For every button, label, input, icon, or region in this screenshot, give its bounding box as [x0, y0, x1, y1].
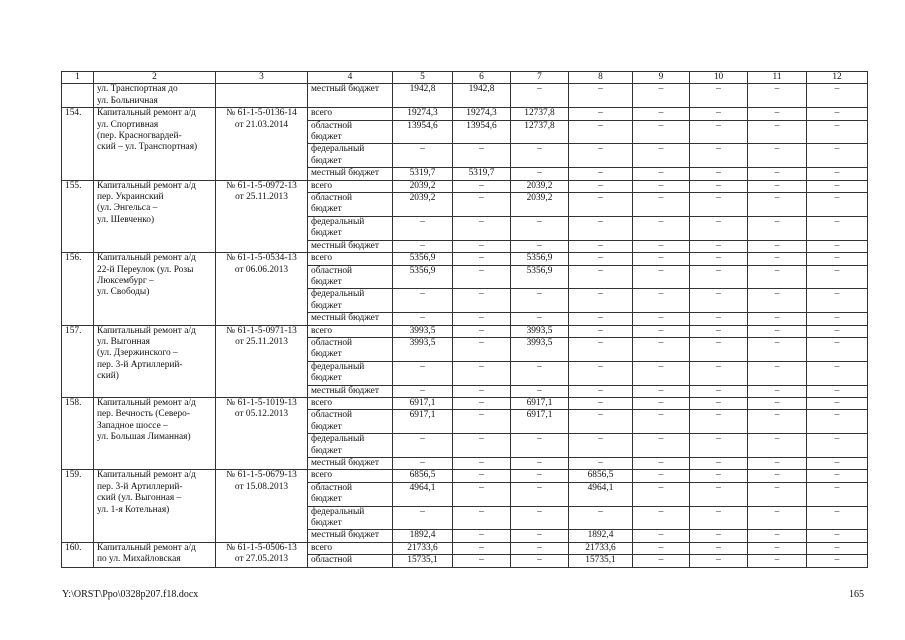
amount-cell: 5319,7 [453, 168, 511, 180]
funding-source: федеральный бюджет [308, 289, 393, 313]
object-description: Капитальный ремонт а/д по ул. Михайловская [94, 542, 216, 567]
column-number-7: 7 [511, 72, 569, 84]
amount-cell: – [633, 216, 690, 240]
amount-cell: – [569, 385, 633, 397]
amount-cell: – [511, 470, 569, 482]
object-description: Капитальный ремонт а/д ул. Спортивная (пер. Красногвардей- ский – ул. Транспортная) [94, 108, 216, 180]
funding-source: местный бюджет [308, 458, 393, 470]
funding-source: областной бюджет [308, 410, 393, 434]
amount-cell: 1942,8 [393, 84, 453, 108]
amount-cell: 1892,4 [569, 530, 633, 542]
amount-cell: – [569, 240, 633, 252]
funding-source: федеральный бюджет [308, 361, 393, 385]
funding-source: местный бюджет [308, 168, 393, 180]
table-row [62, 325, 868, 337]
document-reference: № 61-1-5-0534-13 от 06.06.2013 [216, 253, 308, 325]
record-number: 157. [62, 325, 94, 397]
amount-cell: 21733,6 [569, 542, 633, 554]
amount-cell: – [690, 470, 748, 482]
amount-cell: – [569, 216, 633, 240]
amount-cell: – [633, 313, 690, 325]
amount-cell: – [633, 240, 690, 252]
amount-cell: 13954,6 [453, 120, 511, 144]
amount-cell: – [690, 555, 748, 567]
amount-cell: 4964,1 [569, 482, 633, 506]
amount-cell: – [511, 84, 569, 108]
amount-cell: 21733,6 [393, 542, 453, 554]
amount-cell: – [633, 506, 690, 530]
amount-cell: – [393, 216, 453, 240]
record-number: 158. [62, 397, 94, 469]
amount-cell: – [453, 337, 511, 361]
amount-cell: 19274,3 [393, 108, 453, 120]
amount-cell: – [633, 265, 690, 289]
amount-cell: – [511, 289, 569, 313]
amount-cell: – [690, 289, 748, 313]
amount-cell: – [690, 265, 748, 289]
amount-cell: – [569, 108, 633, 120]
document-reference [216, 84, 308, 108]
record-number: 160. [62, 542, 94, 567]
amount-cell: – [633, 120, 690, 144]
amount-cell: – [453, 361, 511, 385]
amount-cell: – [511, 530, 569, 542]
amount-cell: – [807, 470, 868, 482]
amount-cell: – [690, 193, 748, 217]
amount-cell: – [453, 289, 511, 313]
amount-cell: – [748, 506, 807, 530]
amount-cell: – [690, 180, 748, 192]
amount-cell: – [633, 180, 690, 192]
amount-cell: – [807, 482, 868, 506]
amount-cell: – [690, 168, 748, 180]
amount-cell: – [393, 289, 453, 313]
amount-cell: – [393, 361, 453, 385]
amount-cell: 6917,1 [511, 410, 569, 434]
object-description: Капитальный ремонт а/д пер. Вечность (Северо- Западное шоссе – ул. Большая Лиманная) [94, 397, 216, 469]
column-number-3: 3 [216, 72, 308, 84]
amount-cell: 2039,2 [511, 180, 569, 192]
page-number: 165 [849, 589, 864, 600]
document-reference: № 61-1-5-0136-14 от 21.03.2014 [216, 108, 308, 180]
funding-source: всего [308, 325, 393, 337]
amount-cell: 5356,9 [511, 253, 569, 265]
column-number-8: 8 [569, 72, 633, 84]
amount-cell: – [569, 434, 633, 458]
amount-cell: – [569, 253, 633, 265]
funding-source: федеральный бюджет [308, 434, 393, 458]
amount-cell: – [748, 337, 807, 361]
amount-cell: – [393, 313, 453, 325]
amount-cell: – [748, 84, 807, 108]
amount-cell: – [393, 385, 453, 397]
document-reference: № 61-1-5-0506-13 от 27.05.2013 [216, 542, 308, 567]
amount-cell: 1892,4 [393, 530, 453, 542]
amount-cell: – [807, 530, 868, 542]
document-reference: № 61-1-5-0972-13 от 25.11.2013 [216, 180, 308, 252]
object-description: ул. Транспортная до ул. Больничная [94, 84, 216, 108]
amount-cell: – [807, 253, 868, 265]
amount-cell: 6856,5 [393, 470, 453, 482]
amount-cell: – [748, 542, 807, 554]
table-row [62, 470, 868, 482]
amount-cell: – [569, 325, 633, 337]
amount-cell: – [633, 144, 690, 168]
amount-cell: 5356,9 [511, 265, 569, 289]
funding-source: местный бюджет [308, 84, 393, 108]
amount-cell: 5356,9 [393, 253, 453, 265]
amount-cell: – [807, 555, 868, 567]
column-number-row [62, 72, 868, 84]
amount-cell: – [690, 434, 748, 458]
funding-source: всего [308, 470, 393, 482]
amount-cell: – [633, 84, 690, 108]
amount-cell: – [807, 325, 868, 337]
amount-cell: – [633, 458, 690, 470]
record-number: 155. [62, 180, 94, 252]
amount-cell: – [748, 265, 807, 289]
amount-cell: – [511, 506, 569, 530]
amount-cell: – [633, 555, 690, 567]
amount-cell: – [511, 168, 569, 180]
amount-cell: – [393, 506, 453, 530]
amount-cell: – [633, 385, 690, 397]
amount-cell: – [633, 470, 690, 482]
amount-cell: – [453, 240, 511, 252]
funding-source: всего [308, 542, 393, 554]
funding-source: федеральный бюджет [308, 216, 393, 240]
amount-cell: – [748, 144, 807, 168]
object-description: Капитальный ремонт а/д пер. Украинский (ул. Энгельса – ул. Шевченко) [94, 180, 216, 252]
amount-cell: – [748, 120, 807, 144]
amount-cell: – [633, 337, 690, 361]
amount-cell: – [807, 289, 868, 313]
amount-cell: – [453, 555, 511, 567]
document-reference: № 61-1-5-1019-13 от 05.12.2013 [216, 397, 308, 469]
amount-cell: – [690, 458, 748, 470]
document-reference: № 61-1-5-0971-13 от 25.11.2013 [216, 325, 308, 397]
amount-cell: – [690, 120, 748, 144]
funding-source: федеральный бюджет [308, 506, 393, 530]
amount-cell: – [453, 216, 511, 240]
amount-cell: – [690, 542, 748, 554]
amount-cell: – [453, 397, 511, 409]
amount-cell: – [569, 506, 633, 530]
amount-cell: – [690, 253, 748, 265]
amount-cell: 2039,2 [393, 193, 453, 217]
amount-cell: – [807, 180, 868, 192]
amount-cell: 6917,1 [511, 397, 569, 409]
amount-cell: – [748, 168, 807, 180]
record-number: 156. [62, 253, 94, 325]
amount-cell: – [633, 482, 690, 506]
column-number-6: 6 [453, 72, 511, 84]
amount-cell: 12737,8 [511, 108, 569, 120]
amount-cell: – [569, 289, 633, 313]
amount-cell: – [807, 385, 868, 397]
funding-source: областной бюджет [308, 193, 393, 217]
column-number-1: 1 [62, 72, 94, 84]
amount-cell: – [807, 410, 868, 434]
amount-cell: – [690, 530, 748, 542]
amount-cell: 4964,1 [393, 482, 453, 506]
funding-source: всего [308, 253, 393, 265]
amount-cell: – [453, 506, 511, 530]
column-number-2: 2 [94, 72, 216, 84]
amount-cell: – [393, 144, 453, 168]
amount-cell: – [569, 168, 633, 180]
amount-cell: – [690, 84, 748, 108]
amount-cell: – [569, 410, 633, 434]
amount-cell: – [748, 216, 807, 240]
amount-cell: – [748, 458, 807, 470]
column-number-10: 10 [690, 72, 748, 84]
amount-cell: – [453, 325, 511, 337]
amount-cell: – [748, 397, 807, 409]
amount-cell: – [807, 84, 868, 108]
amount-cell: 2039,2 [393, 180, 453, 192]
document-reference: № 61-1-5-0679-13 от 15.08.2013 [216, 470, 308, 542]
amount-cell: – [453, 470, 511, 482]
column-number-11: 11 [748, 72, 807, 84]
amount-cell: – [453, 265, 511, 289]
table-row [62, 253, 868, 265]
column-number-12: 12 [807, 72, 868, 84]
amount-cell: – [453, 434, 511, 458]
amount-cell: – [511, 361, 569, 385]
amount-cell: – [453, 193, 511, 217]
amount-cell: – [633, 168, 690, 180]
amount-cell: – [807, 458, 868, 470]
amount-cell: – [633, 397, 690, 409]
amount-cell: 3993,5 [393, 325, 453, 337]
funding-source: всего [308, 180, 393, 192]
amount-cell: – [748, 434, 807, 458]
object-description: Капитальный ремонт а/д 22-й Переулок (ул. Розы Люксембург – ул. Свободы) [94, 253, 216, 325]
amount-cell: – [807, 434, 868, 458]
amount-cell: – [569, 84, 633, 108]
amount-cell: 2039,2 [511, 193, 569, 217]
table-row [62, 180, 868, 192]
funding-source: местный бюджет [308, 385, 393, 397]
amount-cell: 15735,1 [569, 555, 633, 567]
amount-cell: – [569, 120, 633, 144]
amount-cell: – [569, 180, 633, 192]
amount-cell: – [393, 458, 453, 470]
funding-source: областной бюджет [308, 265, 393, 289]
amount-cell: – [393, 434, 453, 458]
amount-cell: – [690, 325, 748, 337]
funding-source: всего [308, 397, 393, 409]
funding-source: местный бюджет [308, 240, 393, 252]
funding-source: федеральный бюджет [308, 144, 393, 168]
amount-cell: – [511, 542, 569, 554]
amount-cell: – [569, 397, 633, 409]
amount-cell: 5319,7 [393, 168, 453, 180]
amount-cell: – [807, 240, 868, 252]
amount-cell: – [453, 144, 511, 168]
funding-source: всего [308, 108, 393, 120]
amount-cell: – [511, 458, 569, 470]
amount-cell: 13954,6 [393, 120, 453, 144]
table-row [62, 542, 868, 554]
amount-cell: – [807, 193, 868, 217]
amount-cell: – [511, 240, 569, 252]
amount-cell: – [807, 542, 868, 554]
amount-cell: – [690, 144, 748, 168]
amount-cell: – [511, 144, 569, 168]
object-description: Капитальный ремонт а/д ул. Выгонная (ул. Дзержинского – пер. 3-й Артиллерий- ский) [94, 325, 216, 397]
amount-cell: – [748, 555, 807, 567]
amount-cell: – [748, 361, 807, 385]
amount-cell: – [633, 410, 690, 434]
amount-cell: – [453, 385, 511, 397]
amount-cell: – [748, 410, 807, 434]
funding-source: местный бюджет [308, 313, 393, 325]
amount-cell: – [453, 530, 511, 542]
amount-cell: 15735,1 [393, 555, 453, 567]
amount-cell: 3993,5 [393, 337, 453, 361]
funding-source: областной бюджет [308, 337, 393, 361]
amount-cell: 5356,9 [393, 265, 453, 289]
amount-cell: – [511, 482, 569, 506]
funding-source: областной [308, 555, 393, 567]
amount-cell: – [690, 108, 748, 120]
amount-cell: – [748, 240, 807, 252]
amount-cell: – [748, 253, 807, 265]
amount-cell: – [569, 361, 633, 385]
amount-cell: – [748, 193, 807, 217]
amount-cell: – [807, 265, 868, 289]
amount-cell: – [453, 410, 511, 434]
amount-cell: – [807, 397, 868, 409]
amount-cell: – [569, 458, 633, 470]
amount-cell: 6917,1 [393, 397, 453, 409]
amount-cell: – [633, 434, 690, 458]
amount-cell: 6917,1 [393, 410, 453, 434]
table-row [62, 397, 868, 409]
column-number-9: 9 [633, 72, 690, 84]
amount-cell: – [748, 325, 807, 337]
amount-cell: – [748, 180, 807, 192]
amount-cell: – [690, 313, 748, 325]
budget-table [61, 71, 868, 568]
file-path: Y:\ORST\Ppo\0328p207.f18.docx [62, 589, 199, 600]
amount-cell: – [690, 216, 748, 240]
amount-cell: – [633, 542, 690, 554]
amount-cell: – [748, 289, 807, 313]
amount-cell: – [690, 397, 748, 409]
amount-cell: – [748, 385, 807, 397]
amount-cell: – [807, 144, 868, 168]
amount-cell: 12737,8 [511, 120, 569, 144]
amount-cell: – [807, 337, 868, 361]
funding-source: областной бюджет [308, 120, 393, 144]
amount-cell: – [453, 542, 511, 554]
amount-cell: – [511, 313, 569, 325]
amount-cell: – [748, 313, 807, 325]
record-number: 154. [62, 108, 94, 180]
amount-cell: 19274,3 [453, 108, 511, 120]
amount-cell: – [807, 313, 868, 325]
amount-cell: – [807, 120, 868, 144]
amount-cell: – [569, 193, 633, 217]
amount-cell: 3993,5 [511, 325, 569, 337]
amount-cell: 6856,5 [569, 470, 633, 482]
amount-cell: – [511, 385, 569, 397]
amount-cell: – [690, 410, 748, 434]
funding-source: областной бюджет [308, 482, 393, 506]
table-row [62, 84, 868, 108]
amount-cell: – [453, 458, 511, 470]
amount-cell: – [633, 325, 690, 337]
amount-cell: – [690, 361, 748, 385]
amount-cell: – [807, 168, 868, 180]
amount-cell: – [633, 253, 690, 265]
amount-cell: – [569, 313, 633, 325]
amount-cell: – [690, 240, 748, 252]
amount-cell: – [453, 482, 511, 506]
amount-cell: – [690, 482, 748, 506]
column-number-4: 4 [308, 72, 393, 84]
amount-cell: – [393, 240, 453, 252]
amount-cell: – [569, 337, 633, 361]
amount-cell: 1942,8 [453, 84, 511, 108]
amount-cell: – [633, 530, 690, 542]
amount-cell: – [690, 385, 748, 397]
amount-cell: – [748, 530, 807, 542]
amount-cell: – [748, 108, 807, 120]
object-description: Капитальный ремонт а/д пер. 3-й Артиллерий- ский (ул. Выгонная – ул. 1-я Котельная) [94, 470, 216, 542]
amount-cell: 3993,5 [511, 337, 569, 361]
amount-cell: – [807, 216, 868, 240]
column-number-5: 5 [393, 72, 453, 84]
amount-cell: – [511, 216, 569, 240]
record-number: 159. [62, 470, 94, 542]
amount-cell: – [511, 434, 569, 458]
amount-cell: – [807, 108, 868, 120]
amount-cell: – [807, 361, 868, 385]
amount-cell: – [633, 361, 690, 385]
amount-cell: – [690, 337, 748, 361]
amount-cell: – [453, 313, 511, 325]
amount-cell: – [633, 289, 690, 313]
amount-cell: – [690, 506, 748, 530]
record-number [62, 84, 94, 108]
table-row [62, 108, 868, 120]
amount-cell: – [807, 506, 868, 530]
amount-cell: – [453, 180, 511, 192]
amount-cell: – [453, 253, 511, 265]
amount-cell: – [569, 265, 633, 289]
amount-cell: – [633, 193, 690, 217]
funding-source: местный бюджет [308, 530, 393, 542]
amount-cell: – [748, 470, 807, 482]
amount-cell: – [748, 482, 807, 506]
amount-cell: – [633, 108, 690, 120]
amount-cell: – [569, 144, 633, 168]
amount-cell: – [511, 555, 569, 567]
